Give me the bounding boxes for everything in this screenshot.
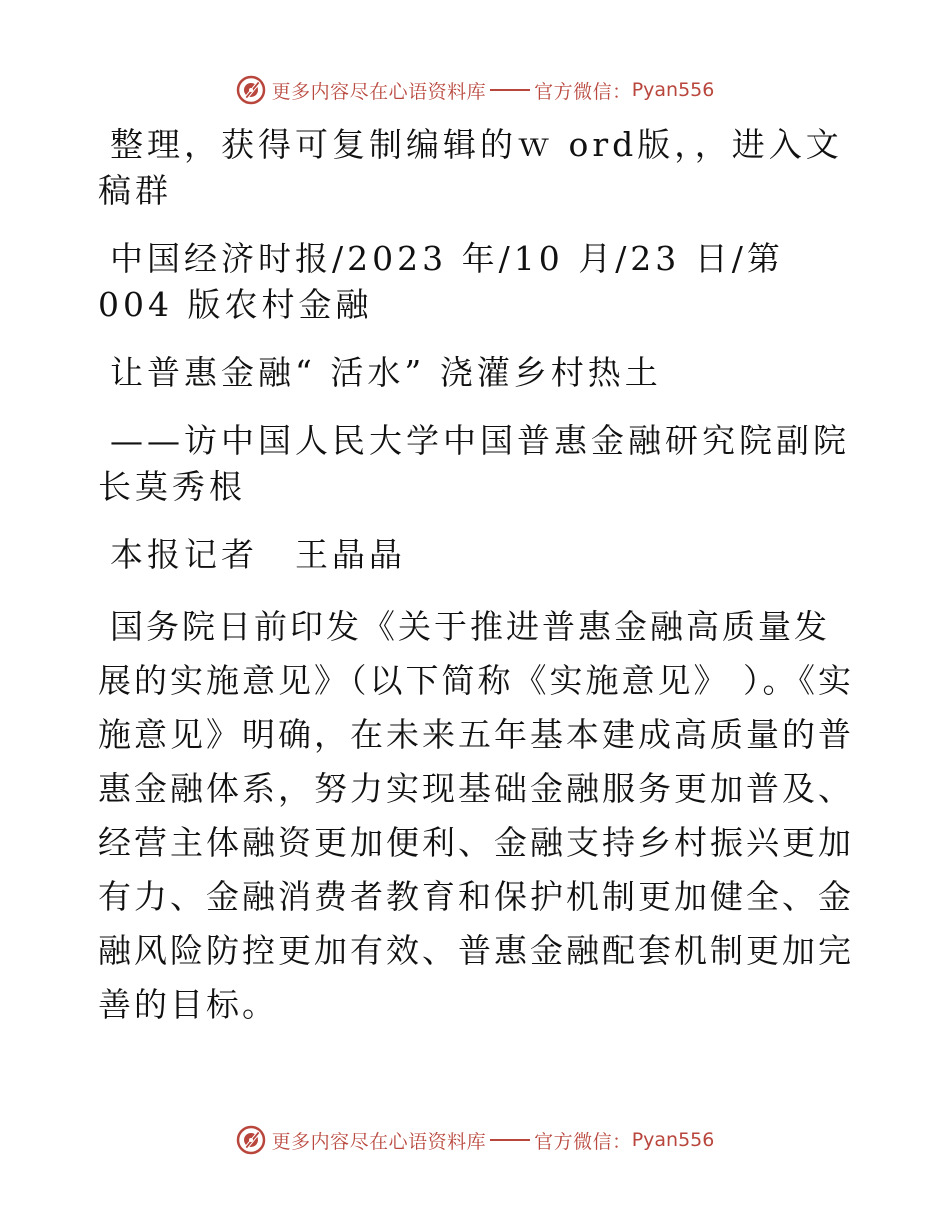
- banner-sub-text: 官方微信：: [534, 80, 632, 103]
- banner-wechat-id: Pyan556: [631, 79, 715, 101]
- paragraph-source-line: 中国经济时报/2023 年/10 月/23 日/第 004 版农村金融: [98, 239, 784, 324]
- banner-wechat-id: Pyan556: [631, 1129, 715, 1151]
- footer-banner: [0, 1120, 950, 1160]
- banner-dash: [490, 89, 530, 91]
- banner-main-text: 更多内容尽在心语资料库: [271, 1130, 487, 1153]
- pen-nib-logo-icon: [236, 75, 266, 105]
- banner-dash: [490, 1139, 530, 1141]
- pen-nib-logo-icon: [236, 1125, 266, 1155]
- banner-main-text: 更多内容尽在心语资料库: [271, 80, 487, 103]
- banner-sub-text: 官方微信：: [534, 1130, 632, 1153]
- article-body-paragraph: 国务院日前印发《关于推进普惠金融高质量发展的实施意见》（以下简称《实施意见》 ）。《实施意见》明确，在未来五年基本建成高质量的普惠金融体系，努力实现基础金融服务更加普及、经营主体融资更加便利、金融支持乡村振兴更加有力、金融消费者教育和保护机制更加健全、金融风险防控更加有效、普惠金融配套机制更加完善的目标。: [98, 607, 854, 1024]
- article-title: 让普惠金融“ 活水” 浇灌乡村热土: [110, 353, 662, 392]
- document-body: [98, 122, 858, 1054]
- article-byline: 本报记者 王晶晶: [110, 535, 406, 574]
- paragraph-intro-note: 整理，获得可复制编辑的ｗ ord版，，进入文稿群: [98, 125, 843, 210]
- header-banner: [0, 70, 950, 110]
- article-subtitle: ——访中国人民大学中国普惠金融研究院副院长莫秀根: [98, 421, 850, 506]
